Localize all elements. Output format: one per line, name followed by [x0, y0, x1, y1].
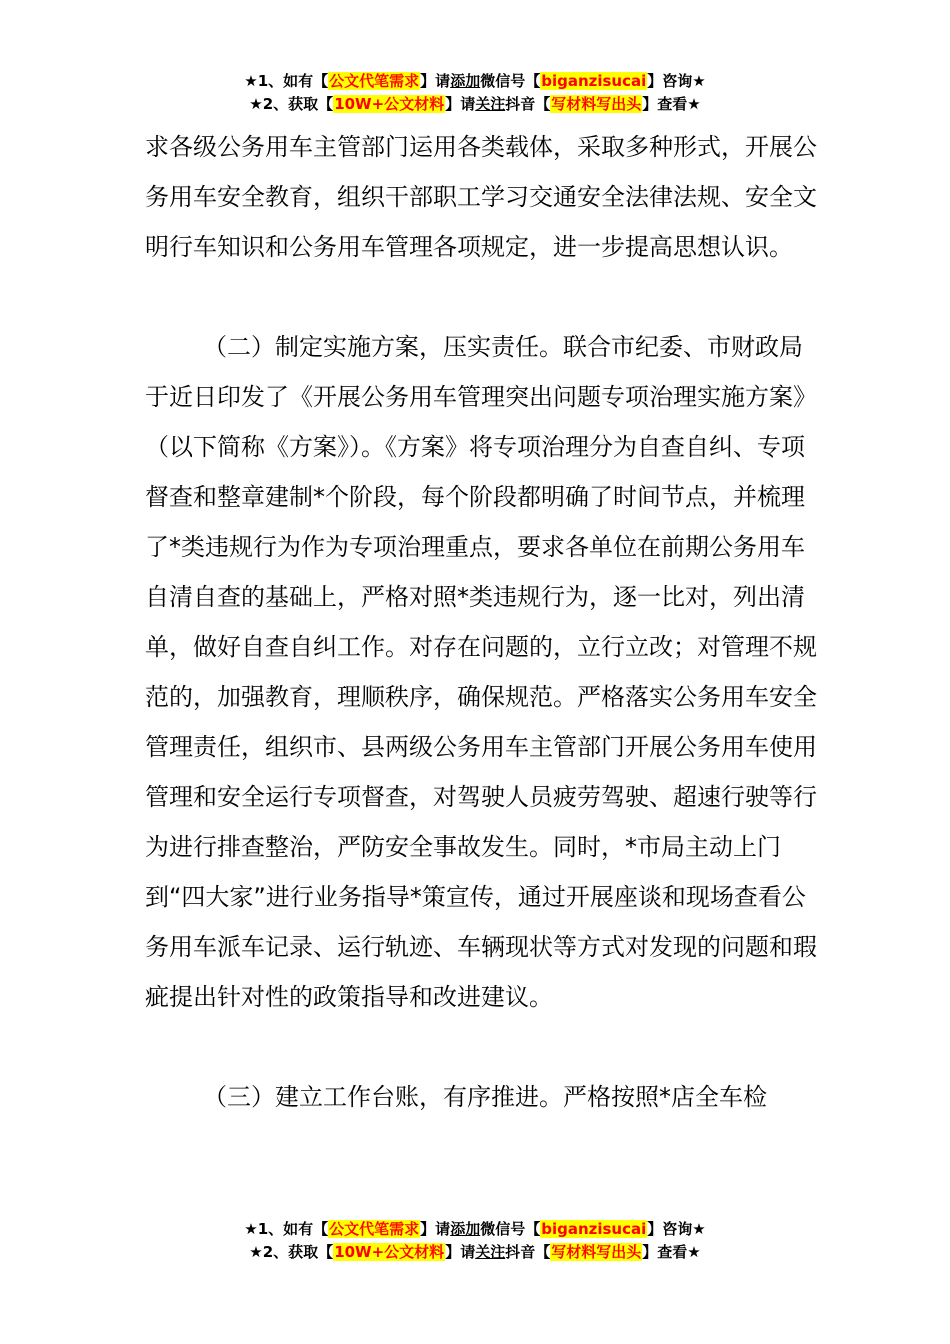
- banner-text: 】查看★: [642, 95, 701, 113]
- banner-line-1: [0, 70, 950, 93]
- banner-text: 抖音【: [505, 1243, 551, 1261]
- paragraph-section-2: （二）制定实施方案，压实责任。联合市纪委、市财政局于近日印发了《开展公务用车管理突出问题专项治理实施方案》（以下简称《方案》）。《方案》将专项治理分为自查自纠、专项督查和整章建制*个阶段，每个阶段都明确了时间节点，并梳理了*类违规行为作为专项治理重点，要求各单位在前期公务用车自清自查的基础上，严格对照*类违规行为，逐一比对，列出清单，做好自查自纠工作。对存在问题的，立行立改；对管理不规范的，加强教育，理顺秩序，确保规范。严格落实公务用车安全管理责任，组织市、县两级公务用车主管部门开展公务用车使用管理和安全运行专项督查，对驾驶人员疲劳驾驶、超速行驶等行为进行排查整治，严防安全事故发生。同时，*市局主动上门到“四大家”进行业务指导*策宣传，通过开展座谈和现场查看公务用车派车记录、运行轨迹、车辆现状等方式对发现的问题和瑕疵提出针对性的政策指导和改进建议。: [145, 333, 817, 1011]
- banner-highlight: 写材料写出头: [551, 95, 642, 113]
- banner-highlight: biganzisucai: [541, 72, 647, 90]
- banner-text: 】请: [420, 72, 451, 90]
- banner-highlight: 10W+公文材料: [334, 95, 445, 113]
- banner-text: ★1、如有【: [244, 1220, 329, 1238]
- footer-banner: [0, 1218, 950, 1264]
- banner-highlight: 公文代笔需求: [329, 72, 420, 90]
- banner-text: ★1、如有【: [244, 72, 329, 90]
- banner-underline: 添加: [450, 72, 481, 90]
- banner-text: ★2、获取【: [249, 1243, 334, 1261]
- banner-highlight: 公文代笔需求: [329, 1220, 420, 1238]
- banner-text: 】请: [445, 95, 476, 113]
- banner-text: 抖音【: [505, 95, 551, 113]
- banner-highlight: biganzisucai: [541, 1220, 647, 1238]
- paragraph-continued: 求各级公务用车主管部门运用各类载体，采取多种形式，开展公务用车安全教育，组织干部职工学习交通安全法律法规、安全文明行车知识和公务用车管理各项规定，进一步提高思想认识。: [145, 133, 817, 261]
- banner-text: ★2、获取【: [249, 95, 334, 113]
- banner-highlight: 10W+公文材料: [334, 1243, 445, 1261]
- banner-underline: 关注: [475, 95, 506, 113]
- banner-line-1: [0, 1218, 950, 1241]
- banner-text: 】请: [445, 1243, 476, 1261]
- banner-text: 】查看★: [642, 1243, 701, 1261]
- banner-highlight: 写材料写出头: [551, 1243, 642, 1261]
- document-body: [145, 122, 825, 1122]
- banner-line-2: [0, 93, 950, 116]
- banner-text: 微信号【: [480, 1220, 541, 1238]
- banner-text: 】请: [420, 1220, 451, 1238]
- banner-text: 】咨询★: [647, 1220, 706, 1238]
- banner-underline: 添加: [450, 1220, 481, 1238]
- banner-line-2: [0, 1241, 950, 1264]
- banner-underline: 关注: [475, 1243, 506, 1261]
- header-banner: [0, 70, 950, 116]
- banner-text: 微信号【: [480, 72, 541, 90]
- paragraph-section-3: （三）建立工作台账，有序推进。严格按照*店全车检: [203, 1083, 767, 1111]
- banner-text: 】咨询★: [647, 72, 706, 90]
